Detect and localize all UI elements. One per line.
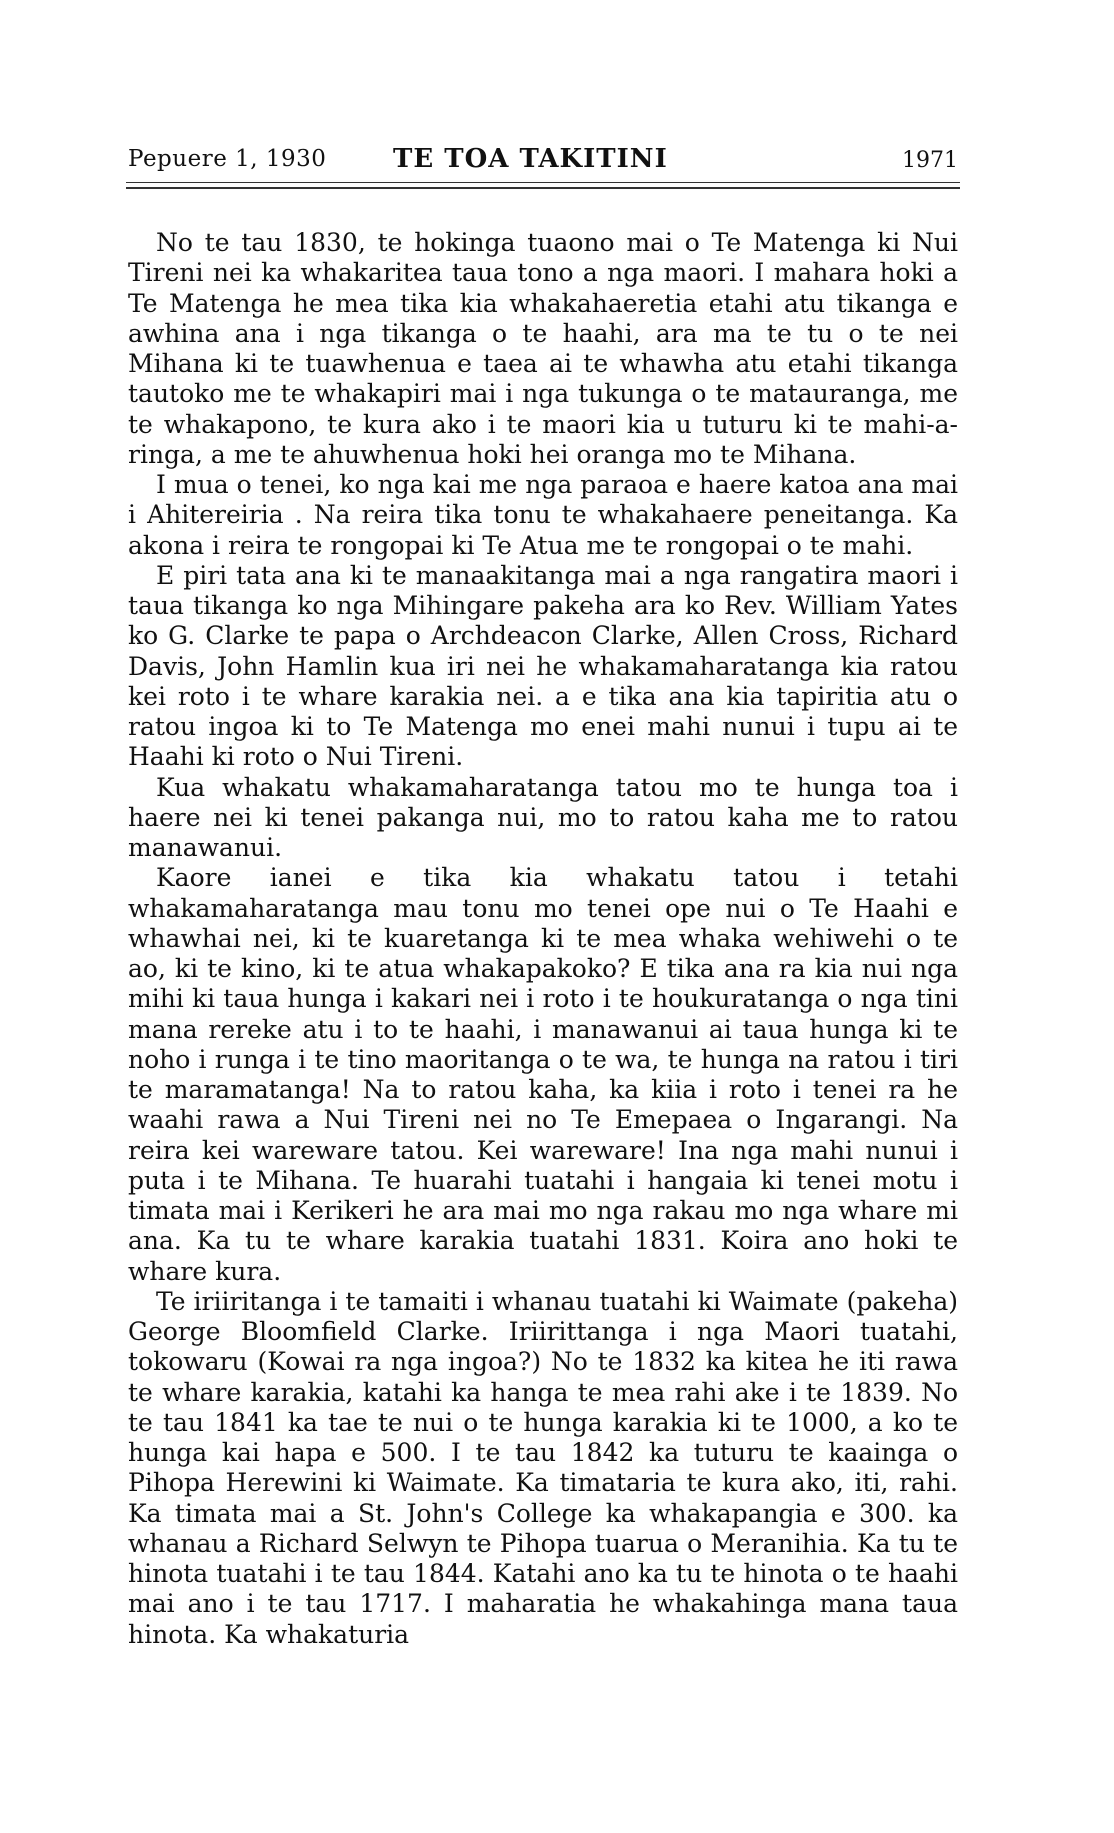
journal-title: TE TOA TAKITINI: [393, 144, 668, 174]
paragraph: Te iriiritanga i te tamaiti i whanau tuatahi ki Waimate (pakeha) George Bloomfield Clarke. Iriirittanga i nga Maori tuatahi, tokowaru (Kowai ra nga ingoa?) No te 1832 ka kitea he iti rawa te whare karakia, katahi ka hanga te mea rahi ake i te 1839. No te tau 1841 ka tae te nui o te hunga karakia ki te 1000, a ko te hunga kai hapa e 500. I te tau 1842 ka tuturu te kaainga o Pihopa Herewini ki Waimate. Ka timataria te kura ako, iti, rahi. Ka timata mai a St. John's College ka whakapangia e 300. ka whanau a Richard Selwyn te Pihopa tuarua o Meranihia. Ka tu te hinota tuatahi i te tau 1844. Katahi ano ka tu te hinota o te haahi mai ano i te tau 1717. I maharatia he whakahinga mana taua hinota. Ka whakaturia: [128, 1286, 958, 1649]
running-header: [128, 146, 958, 180]
paragraph: E piri tata ana ki te manaakitanga mai a nga rangatira maori i taua tikanga ko nga Mihingare pakeha ara ko Rev. William Yates ko G. Clarke te papa o Archdeacon Clarke, Allen Cross, Richard Davis, John Hamlin kua iri nei he whakamaharatanga kia ratou kei roto i te whare karakia nei. a e tika ana kia tapiritia atu o ratou ingoa ki to Te Matenga mo enei mahi nunui i tupu ai te Haahi ki roto o Nui Tireni.: [128, 560, 958, 772]
header-rule-thin: [126, 182, 960, 183]
article-body: [128, 228, 958, 1650]
paragraph: I mua o tenei, ko nga kai me nga paraoa e haere katoa ana mai i Ahitereiria . Na reira tika tonu te whakahaere peneitanga. Ka akona i reira te rongopai ki Te Atua me te rongopai o te mahi.: [128, 470, 958, 560]
issue-date: Pepuere 1, 1930: [128, 146, 327, 172]
header-rule-thick: [126, 187, 960, 189]
paragraph: Kua whakatu whakamaharatanga tatou mo te hunga toa i haere nei ki tenei pakanga nui, mo to ratou kaha me to ratou manawanui.: [128, 772, 958, 862]
paragraph: No te tau 1830, te hokinga tuaono mai o Te Matenga ki Nui Tireni nei ka whakaritea taua tono a nga maori. I mahara hoki a Te Matenga he mea tika kia whakahaeretia etahi atu tikanga e awhina ana i nga tikanga o te haahi, ara ma te tu o te nei Mihana ki te tuawhenua e taea ai te whawha atu etahi tikanga tautoko me te whakapiri mai i nga tukunga o te matauranga, me te whakapono, te kura ako i te maori kia u tuturu ki te mahi-a-ringa, a me te ahuwhenua hoki hei oranga mo te Mihana.: [128, 228, 958, 469]
paragraph: Kaore ianei e tika kia whakatu tatou i tetahi whakamaharatanga mau tonu mo tenei ope nui o Te Haahi e whawhai nei, ki te kuaretanga ki te mea whaka wehiwehi o te ao, ki te kino, ki te atua whakapakoko? E tika ana ra kia nui nga mihi ki taua hunga i kakari nei i roto i te houkuratanga o nga tini mana rereke atu i to te haahi, i manawanui ai taua hunga ki te noho i runga i te tino maoritanga o te wa, te hunga na ratou i tiri te maramatanga! Na to ratou kaha, ka kiia i roto i tenei ra he waahi rawa a Nui Tireni nei no Te Emepaea o Ingarangi. Na reira kei wareware tatou. Kei wareware! Ina nga mahi nunui i puta i te Mihana. Te huarahi tuatahi i hangaia ki tenei motu i timata mai i Kerikeri he ara mai mo nga rakau mo nga whare mi ana. Ka tu te whare karakia tuatahi 1831. Koira ano hoki te whare kura.: [128, 863, 958, 1286]
page-number: 1971: [902, 148, 958, 173]
